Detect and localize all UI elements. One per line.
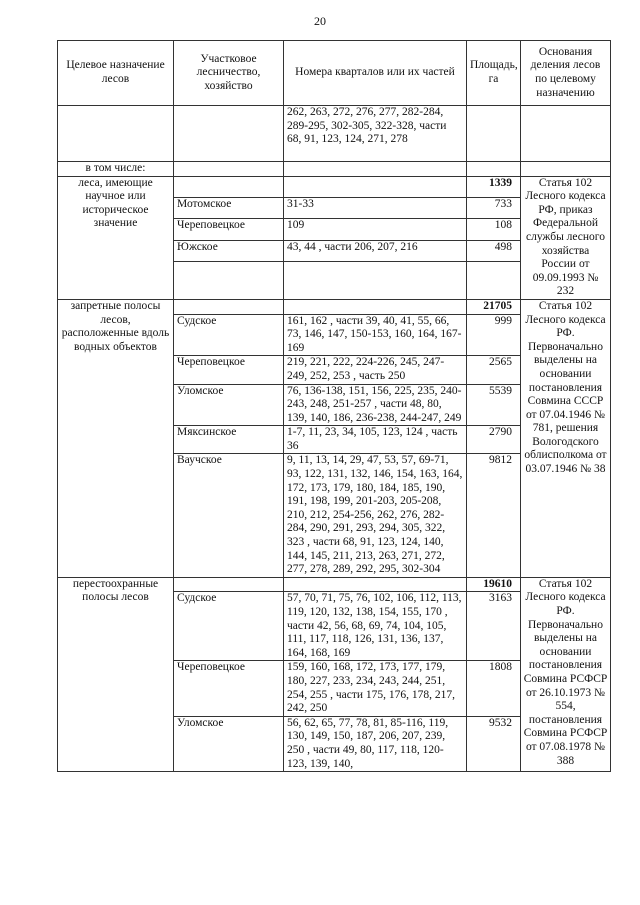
- district-cell: Уломское: [174, 716, 284, 771]
- group-total: 19610: [483, 577, 512, 590]
- area-cell: 2565: [467, 356, 521, 384]
- in-that-number: в том числе:: [58, 162, 174, 177]
- quarters-cell: 57, 70, 71, 75, 76, 102, 106, 112, 113, 119, 120, 132, 138, 154, 155, 170 , части 42, 56, 68, 69, 74, 104, 105, 111, 117, 118, 126, 131, 136, 137, 164, 168, 169: [284, 592, 467, 661]
- table-row: [58, 176, 611, 197]
- district-cell: Череповецкое: [174, 219, 284, 240]
- group-total: 21705: [483, 299, 512, 312]
- area-cell: 9532: [467, 716, 521, 771]
- header-district: Участковое лесничество, хозяйство: [174, 41, 284, 106]
- quarters-cell: 43, 44 , части 206, 207, 216: [284, 240, 467, 261]
- district-cell: Ваучское: [174, 454, 284, 577]
- basis-cell: Статья 102 Лесного кодекса РФ. Первоначально выделены на основании постановления Совмина СССР от 07.04.1946 № 781, решения Вологодского облисполкома от 03.07.1946 № 38: [521, 299, 611, 577]
- area-cell: 108: [467, 219, 521, 240]
- district-cell: Мяксинское: [174, 426, 284, 454]
- area-cell: 999: [467, 314, 521, 356]
- table-row: [58, 299, 611, 314]
- header-area: Площадь, га: [467, 41, 521, 106]
- quarters-cell: 31-33: [284, 197, 467, 218]
- district-cell: Судское: [174, 592, 284, 661]
- table-row: [58, 106, 611, 162]
- page-number: 20: [314, 14, 326, 28]
- district-cell: Череповецкое: [174, 356, 284, 384]
- header-basis: Основания деления лесов по целевому назначению: [521, 41, 611, 106]
- district-cell: Судское: [174, 314, 284, 356]
- table-row: [58, 162, 611, 177]
- group-total: 1339: [489, 176, 512, 189]
- quarters-cell: 56, 62, 65, 77, 78, 81, 85-116, 119, 130, 149, 150, 187, 206, 207, 239, 250 , части 49, 80, 117, 118, 120-123, 139, 140,: [284, 716, 467, 771]
- quarters-cell: 262, 263, 272, 276, 277, 282-284, 289-295, 302-305, 322-328, части 68, 91, 123, 124, 271, 278: [284, 106, 467, 162]
- area-cell: 9812: [467, 454, 521, 577]
- quarters-cell: 9, 11, 13, 14, 29, 47, 53, 57, 69-71, 93, 122, 131, 132, 146, 154, 163, 164, 172, 173, 179, 180, 184, 185, 190, 191, 198, 199, 201-203, 205-208, 210, 212, 254-256, 262, 276, 282-284, 290, 291, 293, 294, 305, 322, 323 , части 68, 91, 123, 124, 140, 144, 145, 211, 213, 263, 271, 272, 277, 278, 289, 292, 295, 302-304: [284, 454, 467, 577]
- table-header-row: [58, 41, 611, 106]
- district-cell: Южское: [174, 240, 284, 261]
- area-cell: 498: [467, 240, 521, 261]
- district-cell: Череповецкое: [174, 661, 284, 716]
- area-cell: 2790: [467, 426, 521, 454]
- purpose-cell: леса, имеющие научное или историческое значение: [58, 176, 174, 299]
- quarters-cell: 159, 160, 168, 172, 173, 177, 179, 180, 227, 233, 234, 243, 244, 251, 254, 255 , части 175, 176, 178, 217, 242, 250: [284, 661, 467, 716]
- header-purpose: Целевое назначение лесов: [58, 41, 174, 106]
- district-cell: Уломское: [174, 384, 284, 426]
- basis-cell: Статья 102 Лесного кодекса РФ, приказ Федеральной службы лесного хозяйства России от 09.09.1993 № 232: [521, 176, 611, 299]
- table-row: [58, 577, 611, 592]
- district-cell: Мотомское: [174, 197, 284, 218]
- quarters-cell: 109: [284, 219, 467, 240]
- area-cell: 3163: [467, 592, 521, 661]
- purpose-cell: запретные полосы лесов, расположенные вдоль водных объектов: [58, 299, 174, 577]
- forest-purpose-table: [57, 40, 611, 772]
- area-cell: 733: [467, 197, 521, 218]
- header-quarters: Номера кварталов или их частей: [284, 41, 467, 106]
- area-cell: 5539: [467, 384, 521, 426]
- basis-cell: Статья 102 Лесного кодекса РФ. Первоначально выделены на основании постановления Совмина РСФСР от 26.10.1973 № 554, постановления Совмина РСФСР от 07.08.1978 № 388: [521, 577, 611, 771]
- area-cell: 1808: [467, 661, 521, 716]
- quarters-cell: 161, 162 , части 39, 40, 41, 55, 66, 73, 146, 147, 150-153, 160, 164, 167-169: [284, 314, 467, 356]
- quarters-cell: 219, 221, 222, 224-226, 245, 247-249, 252, 253 , часть 250: [284, 356, 467, 384]
- quarters-cell: 1-7, 11, 23, 34, 105, 123, 124 , часть 36: [284, 426, 467, 454]
- purpose-cell: перестоохранные полосы лесов: [58, 577, 174, 771]
- quarters-cell: 76, 136-138, 151, 156, 225, 235, 240-243, 248, 251-257 , части 48, 80, 139, 140, 186, 236-238, 244-247, 249: [284, 384, 467, 426]
